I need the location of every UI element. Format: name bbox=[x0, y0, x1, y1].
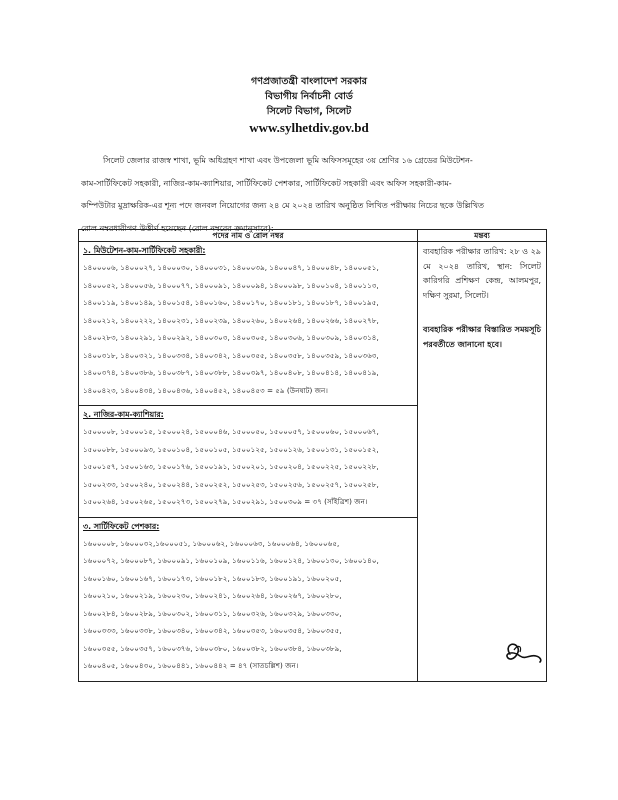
roll-line: ১৬০০৩৫৫, ১৬০০৩৫৭, ১৬০০৩৭৬, ১৬০০৩৮০, ১৬০০৩৮২, ১৬০০৩৮৪, ১৬০০৩৮৯, bbox=[83, 643, 342, 653]
roll-line: ১৬০০৩৩৩, ১৬০০৩৩৮, ১৬০০৩৪০, ১৬০০৩৪২, ১৬০০৩৫৩, ১৬০০৩৫৪, ১৬০০৩৫৫, bbox=[83, 626, 342, 635]
section-mutation-cell bbox=[79, 242, 418, 406]
intro-paragraph bbox=[81, 150, 546, 240]
roll-line: ১৪০০১১৯, ১৪০০১৪৯, ১৪০০১৫৪, ১৪০০১৬০, ১৪০০১৭০, ১৪০০১৮১, ১৪০০১৮৭, ১৪০০১৯৫, bbox=[83, 298, 379, 307]
roll-line: ১৪০০২৮৩, ১৪০০২৯১, ১৪০০২৯২, ১৪০০৩০৩, ১৪০০৩০৫, ১৪০০৩০৬, ১৪০০৩০৯, ১৪০০৩১৪, bbox=[83, 333, 379, 342]
signature-mark bbox=[500, 636, 544, 672]
roll-line: ১৪০০৪২৩, ১৪০০৪৩৪, ১৪০০৪৩৬, ১৪০০৪৫২, ১৪০০৪৫৩ = ৫৯ (উনষাট) জন। bbox=[83, 385, 328, 395]
intro-line: রোল নম্বরধারীগণ উত্তীর্ণ হয়েছেন (রোল নম্বরের ক্রমানুসারে): bbox=[81, 223, 274, 233]
roll-line: ১৪০০৩৭৪, ১৪০০৩৮৬, ১৪০০৩৮৭, ১৪০০৩৮৮, ১৪০০৩৯৭, ১৪০০৪০৮, ১৪০০৪১৪, ১৪০০৪১৯, bbox=[83, 368, 379, 377]
roll-line: ১৪০০২১২, ১৪০০২২২, ১৪০০২৩১, ১৪০০২৩৯, ১৪০০২৬০, ১৪০০২৬৪, ১৪০০২৬৬, ১৪০০২৭৮, bbox=[83, 315, 379, 325]
col-header-post-roll: পদের নাম ও রোল নম্বর bbox=[79, 230, 418, 242]
roll-line: ১৬০০৪০৫, ১৬০০৪৩০, ১৬০০৪৪১, ১৬০০৪৪২ = ৪৭ (সাতচল্লিশ) জন। bbox=[83, 661, 299, 670]
roll-line: ১৬০০০০৮, ১৬০০০৩২,১৬০০০৫১, ১৬০০০৬২, ১৬০০০৬৩, ১৬০০০৬৪, ১৬০০০৬৫, bbox=[83, 538, 340, 548]
section-peshkar-cell bbox=[79, 517, 418, 681]
col-header-remarks: মন্তব্য bbox=[418, 230, 547, 242]
committee-name: বিভাগীয় নির্বাচনী বোর্ড bbox=[265, 91, 353, 102]
section-nazir-cell bbox=[79, 406, 418, 518]
exam-info: ব্যবহারিক পরীক্ষার তারিখ: ২৮ ও ২৯ মে ২০২৪ তারিখ, স্থান: সিলেট কারিগরি প্রশিক্ষণ কেন্দ্র, আলমপুর, দক্ষিণ সুরমা, সিলেট। bbox=[423, 247, 541, 300]
website-link[interactable]: www.sylhetdiv.gov.bd bbox=[249, 120, 369, 135]
section-title: ১. মিউটেশন-কাম-সার্টিফিকেট সহকারী: bbox=[83, 246, 206, 255]
roll-line: ১৪০০০৫২, ১৪০০০৫৬, ১৪০০০৭৭, ১৪০০০৯১, ১৪০০০৯৪, ১৪০০০৯৮, ১৪০০১০৪, ১৪০০১১৩, bbox=[83, 280, 379, 290]
roll-line: ১৫০০২৩৩, ১৫০০২৪০, ১৫০০২৪৪, ১৫০০২৫২, ১৫০০২৫৩, ১৫০০২৫৬, ১৫০০২৫৭, ১৫০০২৫৮, bbox=[83, 479, 379, 489]
roll-list bbox=[79, 423, 417, 517]
division-name: সিলেট বিভাগ, সিলেট bbox=[266, 106, 352, 117]
roll-line: ১৪০০৩১৮, ১৪০০৩২১, ১৪০০৩৩৪, ১৪০০৩৪২, ১৪০০৩৫৫, ১৪০০৩৫৮, ১৪০০৩৫৯, ১৪০০৩৬৩, bbox=[83, 350, 379, 360]
remarks-cell bbox=[418, 242, 547, 682]
section-title: ৩. সার্টিফিকেট পেশকার: bbox=[83, 521, 160, 531]
roll-line: ১৬০০২৮৪, ১৬০০২৮৯, ১৬০০৩০২, ১৬০০৩১১, ১৬০০৩২৬, ১৬০০৩২৯, ১৬০০৩৩০, bbox=[83, 608, 342, 618]
roll-line: ১৪০০০০৬, ১৪০০০২৭, ১৪০০০৩০, ১৪০০০৩১, ১৪০০০৩৯, ১৪০০০৪৭, ১৪০০০৪৮, ১৪০০০৫১, bbox=[83, 263, 379, 272]
section-title: ২. নাজির-কাম-ক্যাশিয়ার: bbox=[83, 410, 164, 419]
roll-line: ১৫০০২৬৪, ১৫০০২৬৫, ১৫০০২৭৩, ১৫০০২৭৯, ১৫০০২৯১, ১৫০০৩০৯ = ৩৭ (সাঁইত্রিশ) জন। bbox=[83, 497, 368, 506]
roll-line: ১৫০০০০৮, ১৫০০০১৫, ১৫০০০২৪, ১৫০০০৪৬, ১৫০০০৫০, ১৫০০০৫৭, ১৫০০০৬০, ১৫০০০৬৭, bbox=[83, 427, 379, 436]
table-header-row bbox=[79, 230, 547, 242]
roll-line: ১৫০০১৫৭, ১৫০০১৬৩, ১৫০০১৭৬, ১৫০০১৯১, ১৫০০২০১, ১৫০০২০৪, ১৫০০২২৫, ১৫০০২২৮, bbox=[83, 462, 379, 471]
roll-line: ১৬০০২১০, ১৬০০২১৯, ১৬০০২৩০, ১৬০০২৪১, ১৬০০২৬৪, ১৬০০২৬৭, ১৬০০২৮০, bbox=[83, 591, 342, 600]
document-header bbox=[0, 74, 618, 136]
section-row bbox=[79, 242, 547, 406]
intro-line: কাম-সার্টিফিকেট সহকারী, নাজির-কাম-ক্যাশিয়ার, সার্টিফিকেট পেশকার, সার্টিফিকেট সহকারী এবং অফিস সহকারী-কাম- bbox=[81, 178, 452, 188]
intro-line: কম্পিউটার মুদ্রাক্ষরিক-এর শূন্য পদে জনবল নিয়োগের জন্য ২৪ মে ২০২৪ তারিখ অনুষ্ঠিত লিখিত পরীক্ষায় নিচের ছকে উল্লিখিত bbox=[81, 201, 485, 210]
roll-line: ১৬০০০৭২, ১৬০০০৮৭, ১৬০০০৯১, ১৬০০১০৯, ১৬০০১১৬, ১৬০০১২৪, ১৬০০১৩০, ১৬০০১৪০, bbox=[83, 556, 379, 565]
roll-list bbox=[79, 259, 417, 405]
roll-line: ১৬০০১৬০, ১৬০০১৬৭, ১৬০০১৭৩, ১৬০০১৮২, ১৬০০১৮৩, ১৬০০১৯১, ১৬০০২০৫, bbox=[83, 573, 342, 583]
roll-line: ১৫০০০৮৮, ১৫০০০৯৩, ১৫০০১০৪, ১৫০০১০৫, ১৫০০১২৫, ১৫০০১২৬, ১৫০০১৩১, ১৫০০১৫২, bbox=[83, 444, 379, 454]
govt-name: গণপ্রজাতন্ত্রী বাংলাদেশ সরকার bbox=[251, 76, 367, 87]
roll-list bbox=[79, 535, 417, 681]
intro-line: সিলেট জেলার রাজস্ব শাখা, ভূমি অধিগ্রহণ শাখা এবং উপজেলা ভূমি অফিসসমূহের ৩য় শ্রেণির ১৬ গ্রেডের মিউটেশন- bbox=[103, 156, 473, 165]
result-table bbox=[78, 229, 547, 682]
schedule-note: ব্যবহারিক পরীক্ষার বিস্তারিত সময়সূচি পরবর্তীতে জানানো হবে। bbox=[423, 325, 541, 349]
